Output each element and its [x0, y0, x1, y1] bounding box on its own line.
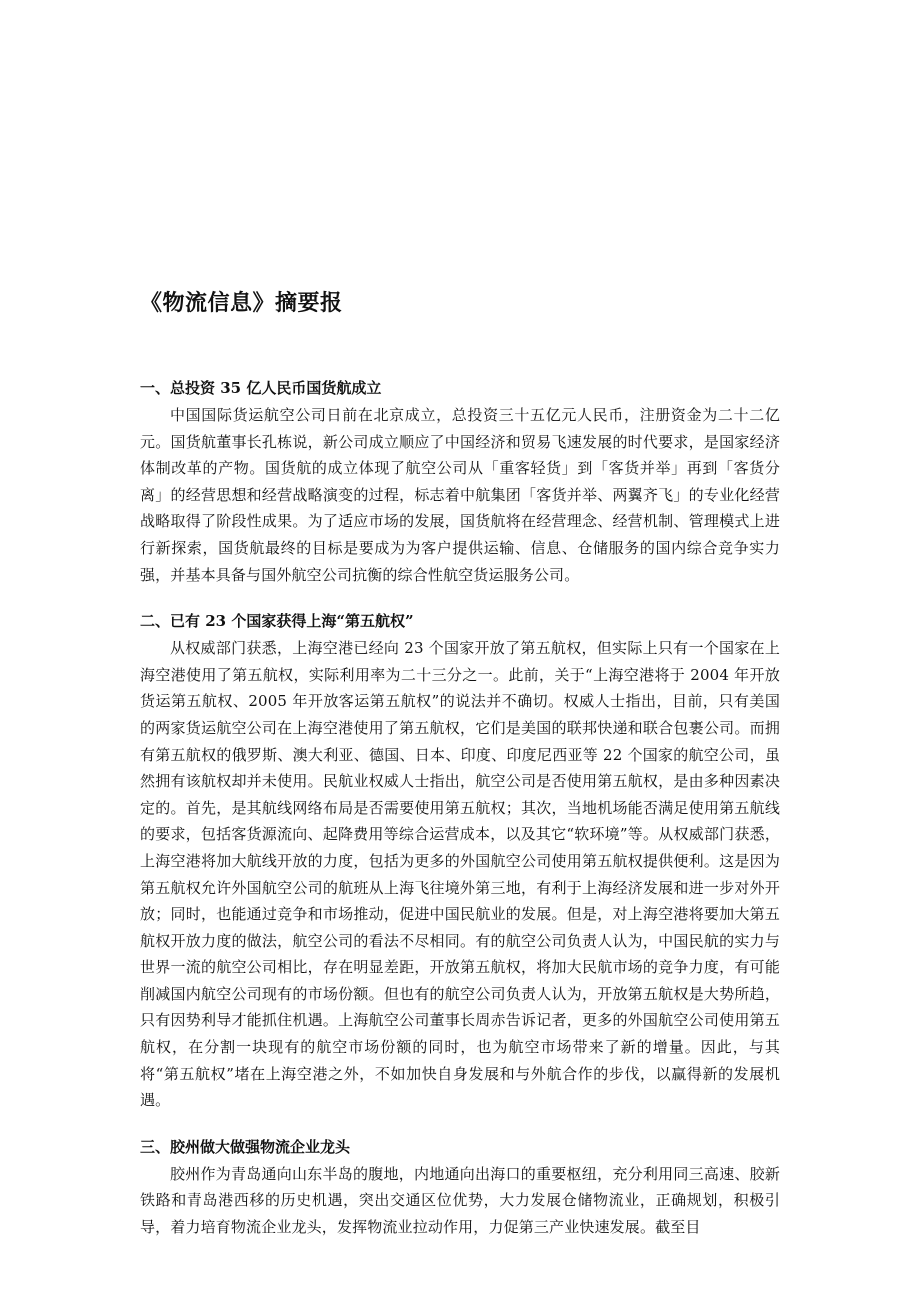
- section-3: [140, 1136, 780, 1241]
- section-heading: 三、胶州做大做强物流企业龙头: [140, 1137, 351, 1156]
- section-1: [140, 377, 780, 588]
- section-paragraph: 从权威部门获悉，上海空港已经向 23 个国家开放了第五航权，但实际上只有一个国家在上海空港使用了第五航权，实际利用率为二十三分之一。此前，关于“上海空港将于 2004 年开放货运第五航权、2005 年开放客运第五航权”的说法并不确切。权威人士指出，目前，只有美国的两家货运航空公司在上海空港使用了第五航权，它们是美国的联邦快递和联合包裹公司。而拥有第五航权的俄罗斯、澳大利亚、德国、日本、印度、印度尼西亚等 22 个国家的航空公司，虽然拥有该航权却并未使用。民航业权威人士指出，航空公司是否使用第五航权，是由多种因素决定的。首先，是其航线网络布局是否需要使用第五航权；其次，当地机场能否满足使用第五航线的要求，包括客货源流向、起降费用等综合运营成本，以及其它“软环境”等。从权威部门获悉，上海空港将加大航线开放的力度，包括为更多的外国航空公司使用第五航权提供便利。这是因为第五航权允许外国航空公司的航班从上海飞往境外第三地，有利于上海经济发展和进一步对外开放；同时，也能通过竞争和市场推动，促进中国民航业的发展。但是，对上海空港将要加大第五航权开放力度的做法，航空公司的看法不尽相同。有的航空公司负责人认为，中国民航的实力与世界一流的航空公司相比，存在明显差距，开放第五航权，将加大民航市场的竞争力度，有可能削减国内航空公司现有的市场份额。但也有的航空公司负责人认为，开放第五航权是大势所趋，只有因势利导才能抓住机遇。上海航空公司董事长周赤告诉记者，更多的外国航空公司使用第五航权，在分割一块现有的航空市场份额的同时，也为航空市场带来了新的增量。因此，与其将“第五航权”堵在上海空港之外，不如加快自身发展和与外航合作的步伐，以赢得新的发展机遇。: [140, 639, 780, 1110]
- section-paragraph: 中国国际货运航空公司日前在北京成立，总投资三十五亿元人民币，注册资金为二十二亿元。国货航董事长孔栋说，新公司成立顺应了中国经济和贸易飞速发展的时代要求，是国家经济体制改革的产物。国货航的成立体现了航空公司从「重客轻货」到「客货并举」再到「客货分离」的经营思想和经营战略演变的过程，标志着中航集团「客货并举、两翼齐飞」的专业化经营战略取得了阶段性成果。为了适应市场的发展，国货航将在经营理念、经营机制、管理模式上进行新探索，国货航最终的目标是要成为为客户提供运输、信息、仓储服务的国内综合竞争实力强，并基本具备与国外航空公司抗衡的综合性航空货运服务公司。: [140, 406, 780, 584]
- document-title: 《物流信息》摘要报: [140, 290, 343, 316]
- document-body: [140, 377, 780, 1263]
- section-heading: 一、总投资 35 亿人民币国货航成立: [140, 379, 382, 397]
- section-2: [140, 610, 780, 1114]
- section-heading: 二、已有 23 个国家获得上海“第五航权”: [140, 612, 414, 631]
- section-paragraph: 胶州作为青岛通向山东半岛的腹地，内地通向出海口的重要枢纽，充分利用同三高速、胶新铁路和青岛港西移的历史机遇，突出交通区位优势，大力发展仓储物流业，正确规划，积极引导，着力培育物流企业龙头，发挥物流业拉动作用，力促第三产业快速发展。截至目: [140, 1164, 780, 1237]
